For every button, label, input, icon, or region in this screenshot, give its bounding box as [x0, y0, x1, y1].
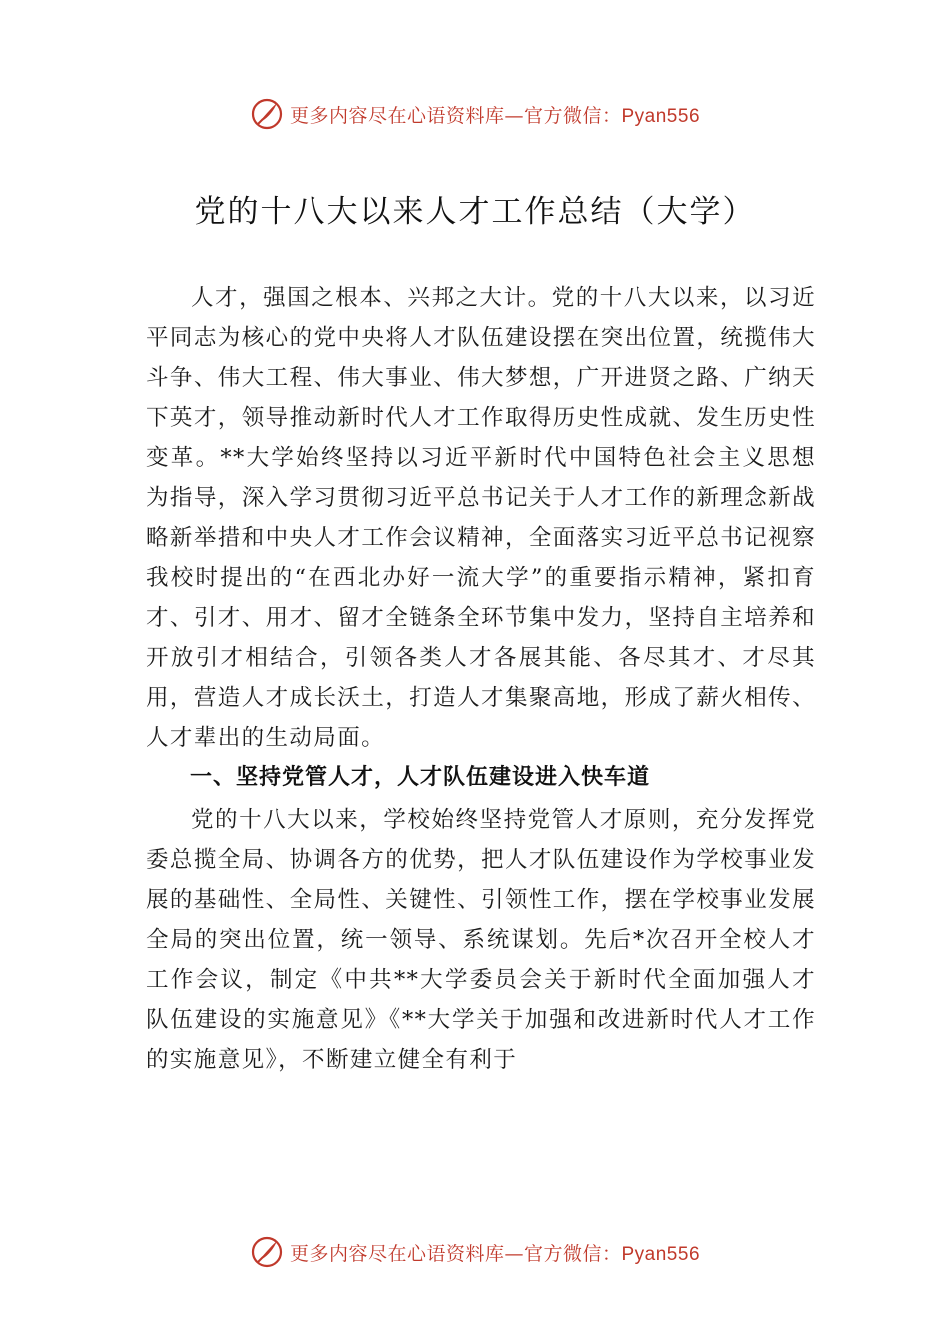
section-heading-1: 一、坚持党管人才，人才队伍建设进入快车道 [190, 765, 651, 790]
quill-pen-logo-icon [250, 1235, 284, 1269]
paragraph-section-1: 党的十八大以来，学校始终坚持党管人才原则，充分发挥党委总揽全局、协调各方的优势，把人才队伍建设作为学校事业发展的基础性、全局性、关键性、引领性工作，摆在学校事业发展全局的突出位置，统一领导、系统谋划。先后*次召开全校人才工作会议，制定《中共**大学委员会关于新时代全面加强人才队伍建设的实施意见》《**大学关于加强和改进新时代人才工作的实施意见》，不断建立健全有利于 [146, 807, 816, 1073]
header-banner [0, 94, 950, 134]
footer-banner [0, 1232, 950, 1272]
banner-wechat-id: Pyan556 [621, 1243, 701, 1265]
banner-wechat-id: Pyan556 [621, 105, 701, 127]
banner-label: 更多内容尽在心语资料库—官方微信： [289, 1242, 622, 1265]
banner-label: 更多内容尽在心语资料库—官方微信： [289, 104, 622, 127]
document-body [146, 278, 816, 1080]
quill-pen-logo-icon [250, 97, 284, 131]
banner-text [290, 1239, 700, 1266]
paragraph-intro: 人才，强国之根本、兴邦之大计。党的十八大以来，以习近平同志为核心的党中央将人才队伍建设摆在突出位置，统揽伟大斗争、伟大工程、伟大事业、伟大梦想，广开进贤之路、广纳天下英才，领导推动新时代人才工作取得历史性成就、发生历史性变革。**大学始终坚持以习近平新时代中国特色社会主义思想为指导，深入学习贯彻习近平总书记关于人才工作的新理念新战略新举措和中央人才工作会议精神，全面落实习近平总书记视察我校时提出的“在西北办好一流大学”的重要指示精神，紧扣育才、引才、用才、留才全链条全环节集中发力，坚持自主培养和开放引才相结合，引领各类人才各展其能、各尽其才、才尽其用，营造人才成长沃土，打造人才集聚高地，形成了薪火相传、人才辈出的生动局面。 [146, 285, 816, 751]
document-title: 党的十八大以来人才工作总结（大学） [194, 194, 756, 230]
banner-text [290, 101, 700, 128]
